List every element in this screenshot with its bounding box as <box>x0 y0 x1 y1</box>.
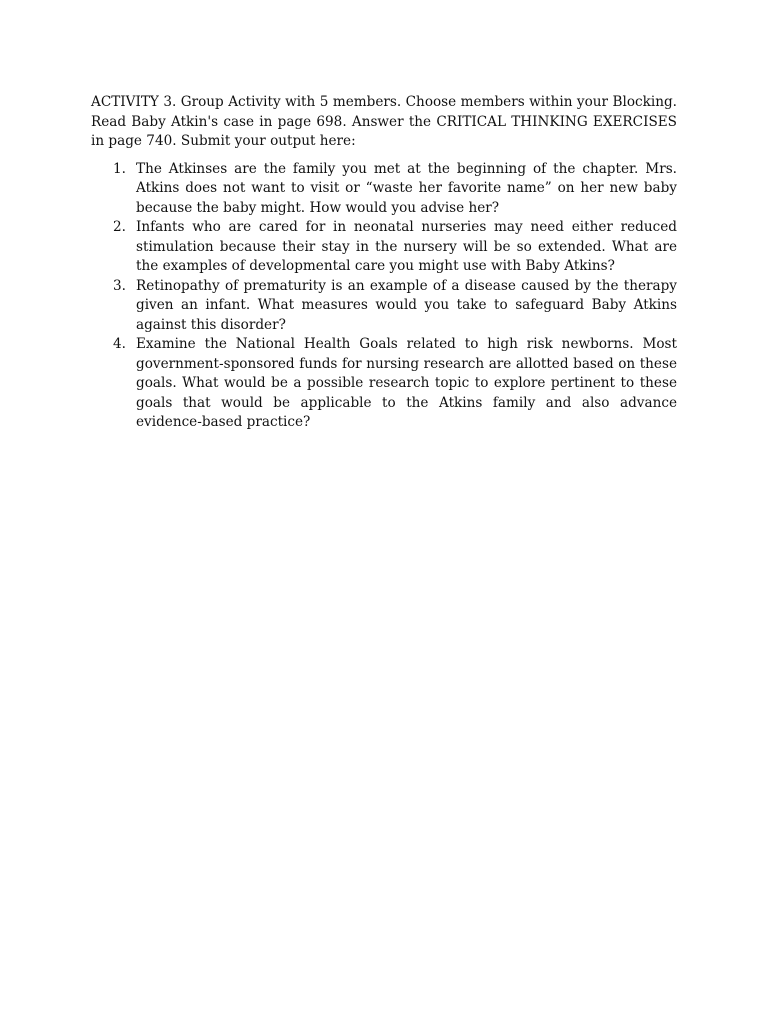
question-text: Infants who are cared for in neonatal nurseries may need either reduced stimulation because their stay in the nursery will be so extended. What are the examples of developmental care you might use with Baby Atkins? <box>136 219 677 274</box>
question-item <box>91 160 677 219</box>
document-page <box>91 93 677 433</box>
question-number: 1. <box>113 160 126 177</box>
question-text: Examine the National Health Goals related to high risk newborns. Most government-sponsored funds for nursing research are allotted based on these goals. What would be a possible research topic to explore pertinent to these goals that would be applicable to the Atkins family and also advance evidence-based practice? <box>136 336 677 430</box>
question-number: 3. <box>113 277 126 294</box>
question-number: 2. <box>113 219 126 235</box>
question-text: Retinopathy of prematurity is an example of a disease caused by the therapy given an infant. What measures would you take to safeguard Baby Atkins against this disorder? <box>136 277 677 333</box>
question-number: 4. <box>113 336 126 352</box>
question-list <box>91 160 677 433</box>
question-item <box>91 335 677 433</box>
activity-instructions: ACTIVITY 3. Group Activity with 5 members. Choose members within your Blocking. Read Baby Atkin's case in page 698. Answer the CRITICAL THINKING EXERCISES in page 740. Submit your output here: <box>91 94 677 149</box>
question-item <box>91 277 677 336</box>
question-text: The Atkinses are the family you met at the beginning of the chapter. Mrs. Atkins does not want to visit or “waste her favorite name” on her new baby because the baby might. How would you advise her? <box>136 160 677 216</box>
question-item <box>91 218 677 277</box>
